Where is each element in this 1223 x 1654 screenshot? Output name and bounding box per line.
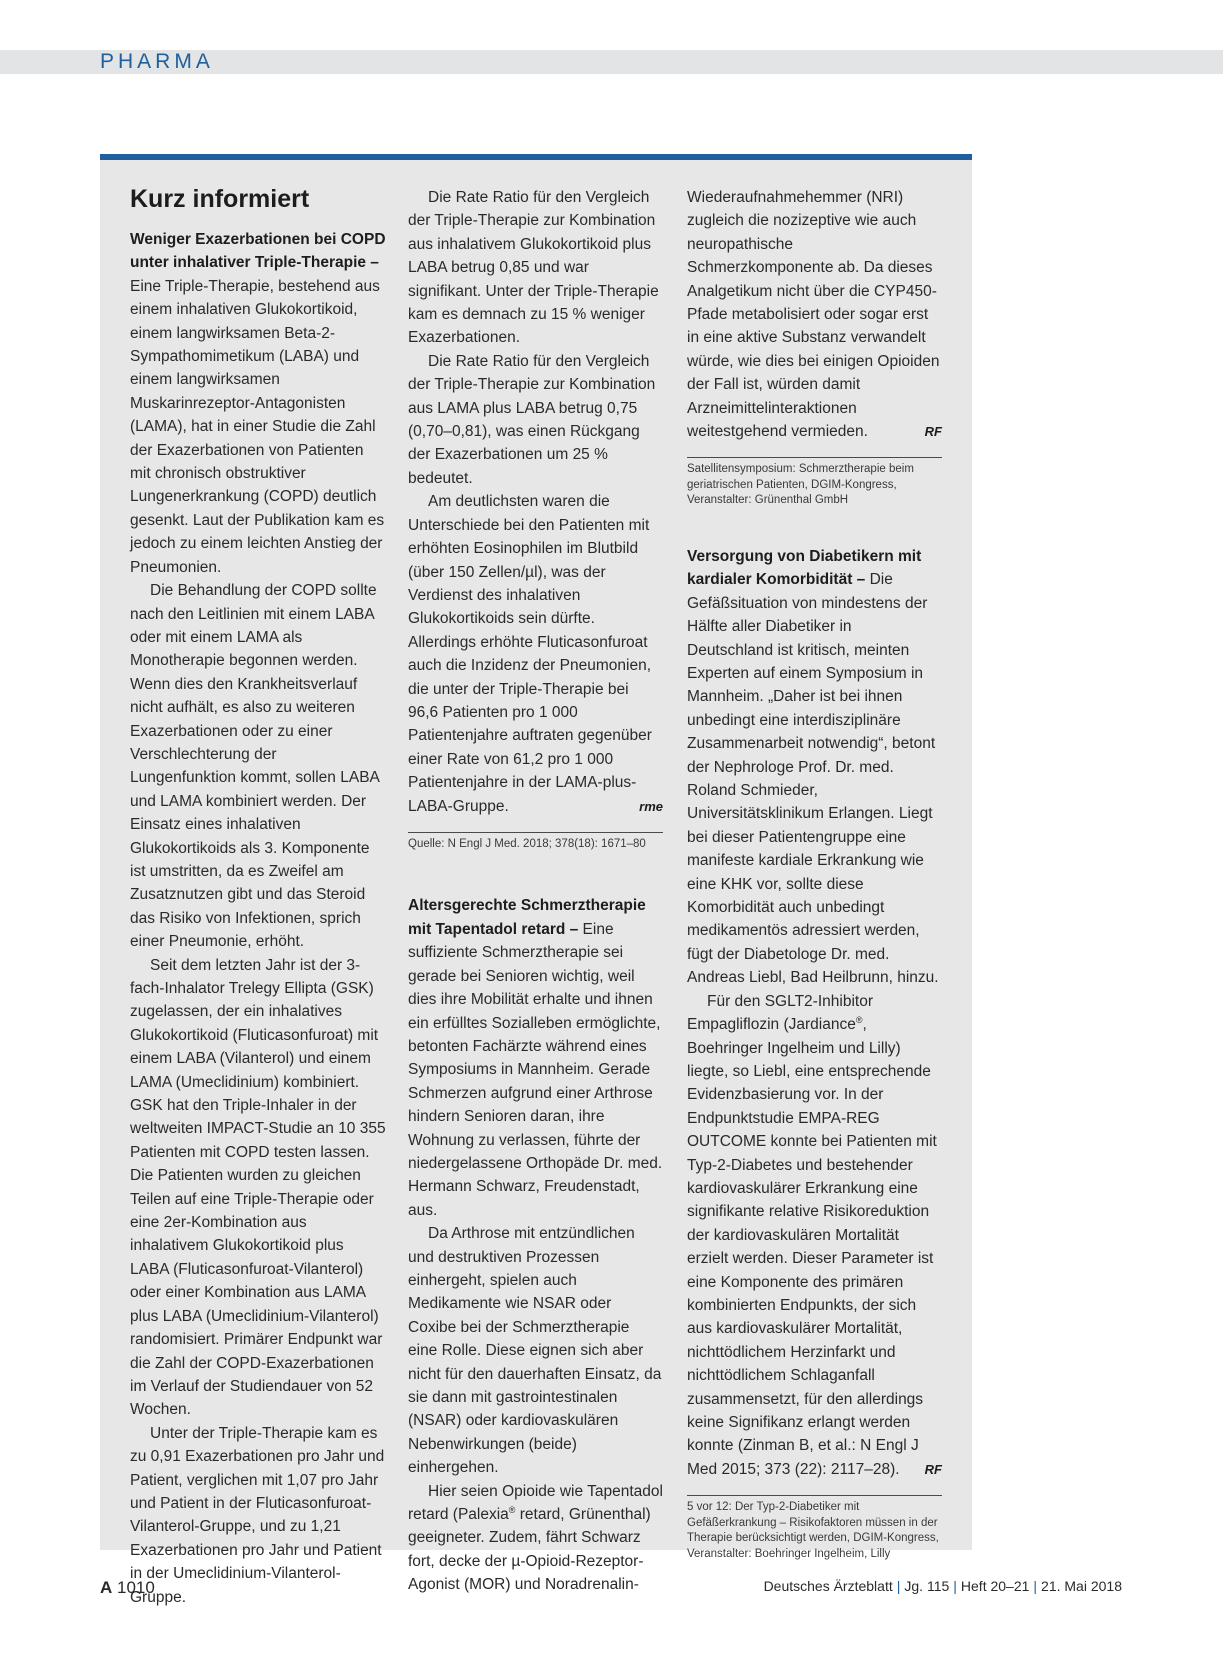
paragraph-text: Hier seien Opioide wie Tapentadol retard (Palexia — [408, 1482, 663, 1524]
paragraph: Eine suffiziente Schmerztherapie sei gerade bei Senioren wichtig, weil dies ihre Mobilität erhalte und ihnen ein erfülltes Sozialleben ermöglichte, betonten Fachärzte während eines Symposiums in Mannheim. Gerade Schmerzen aufgrund einer Arthrose hindern Senioren daran, ihre Wohnung zu verlassen, führte der niedergelassene Orthopäde Dr. med. Hermann Schwarz, Freudenstadt, aus. — [408, 920, 663, 1219]
spacer — [408, 852, 663, 894]
paragraph-text: Wiederaufnahmehemmer (NRI) zugleich die nozizeptive wie auch neuropathische Schmerzkomponente ab. Da dieses Analgetikum nicht über die CYP450-Pfade metabolisiert oder sogar erst in eine aktive Substanz verwandelt würde, wie dies bei einigen Opioiden der Fall ist, würden damit Arzneimittelinteraktionen weitestgehend vermieden. — [687, 189, 940, 441]
paragraph: Die Rate Ratio für den Vergleich der Triple-Therapie zur Kombination aus LAMA plus LABA betrug 0,75 (0,70–0,81), was einen Rückgang der Exazerbationen um 25 % bedeutet. — [408, 352, 656, 487]
source-note: 5 vor 12: Der Typ-2-Diabetiker mit Gefäßerkrankung – Risikofaktoren müssen in der Therapie berücksichtigt werden, DGIM-Kongress, Veranstalter: Boehringer Ingelheim, Lilly — [687, 1495, 942, 1562]
source-note: Quelle: N Engl J Med. 2018; 378(18): 1671–80 — [408, 832, 663, 853]
journal-name: Deutsches Ärzteblatt — [763, 1578, 893, 1594]
article-pain-intro — [408, 894, 663, 1222]
paragraph — [408, 490, 663, 818]
paragraph-text: Am deutlichsten waren die Unterschiede bei den Patienten mit erhöhten Eosinophilen im Blutbild (über 150 Zellen/µl), was der Verdienst des inhalativen Glukokortikoids sein dürfte. Allerdings erhöhte Fluticasonfuroat auch die Inzidenz der Pneumonien, die unter der Triple-Therapie bei 96,6 Patienten pro 1 000 Patientenjahre auftraten gegenüber einer Rate von 61,2 pro 1 000 Patientenjahre in der LAMA-plus-LABA-Gruppe. — [408, 493, 652, 815]
journal-date: 21. Mai 2018 — [1041, 1578, 1122, 1594]
paragraph-text: , Boehringer Ingelheim und Lilly) liegte, so Liebl, eine entsprechende Evidenzbasierung vor. In der Endpunktstudie EMPA-REG OUTCOME konnte bei Patienten mit Typ-2-Diabetes und bestehender kardiovaskulärer Erkrankung eine signifikante relative Risikoreduktion der kardiovaskulären Mortalität erzielt werden. Dieser Parameter ist eine Komponente des primären kombinierten Endpunkts, der sich aus kardiovaskulärer Mortalität, nichttödlichem Herzinfarkt und nichttödlichem Schlaganfall zusammensetzt, für den allerdings keine Signifikanz erlangt werden konnte (Zinman B, et al.: N Engl J Med 2015; 373 (22): 2117–28). — [687, 1016, 937, 1478]
paragraph-text: retard, Grünenthal) geeigneter. Zudem, fährt Schwarz fort, decke der µ-Opioid-Rezeptor-Agonist (MOR) und Noradrenalin- — [408, 1506, 651, 1594]
section-label: PHARMA — [100, 50, 214, 73]
source-note: Satellitensymposium: Schmerztherapie beim geriatrischen Patienten, DGIM-Kongress, Veranstalter: Grünenthal GmbH — [687, 457, 942, 509]
separator: | — [953, 1578, 957, 1594]
journal-issue: Heft 20–21 — [960, 1578, 1030, 1594]
column-3 — [687, 186, 942, 1562]
paragraph — [408, 1480, 663, 1597]
paragraph: Die Rate Ratio für den Vergleich der Triple-Therapie zur Kombination aus inhalativem Glukokortikoid plus LABA betrug 0,85 und war signifikant. Unter der Triple-Therapie kam es demnach zu 15 % weniger Exazerbationen. — [408, 189, 659, 347]
spacer — [687, 509, 942, 545]
author-signature: RF — [924, 424, 942, 440]
author-signature: RF — [924, 1461, 942, 1477]
journal-volume: Jg. 115 — [904, 1578, 950, 1594]
paragraph: Seit dem letzten Jahr ist der 3-fach-Inhalator Trelegy Ellipta (GSK) zugelassen, der ein inhalatives Glukokortikoid (Fluticasonfuroat) mit einem LABA (Vilanterol) und einem LAMA (Umeclidinium) kombiniert. GSK hat den Triple-Inhaler in der weltweiten IMPACT-Studie an 10 355 Patienten mit COPD testen lassen. Die Patienten wurden zu gleichen Teilen auf eine Triple-Therapie oder eine 2er-Kombination aus inhalativem Glukokortikoid plus LABA (Fluticasonfuroat-Vilanterol) oder einer Kombination aus LAMA plus LABA (Umeclidinium-Vilanterol) randomisiert. Primärer Endpunkt war die Zahl der COPD-Exazerbationen im Verlauf der Studiendauer von 52 Wochen. — [130, 956, 386, 1419]
article-copd-heading: Weniger Exazerbationen bei COPD unter inhalativer Triple-Therapie – — [130, 231, 386, 272]
paragraph: Die Behandlung der COPD sollte nach den Leitlinien mit einem LABA oder mit einem LAMA als Monotherapie begonnen werden. Wenn dies den Krankheitsverlauf nicht aufhält, es also zu weiteren Exazerbationen oder zu einer Verschlechterung der Lungenfunktion kommt, sollen LABA und LAMA kombiniert werden. Der Einsatz eines inhalativen Glukokortikoids als 3. Komponente ist umstritten, da es Zweifel am Zusatznutzen gibt und das Steroid das Risiko von Infektionen, sprich einer Pneumonie, erhöht. — [130, 582, 380, 951]
page-number — [100, 1578, 155, 1598]
author-signature: rme — [639, 798, 663, 814]
paragraph — [687, 990, 942, 1482]
column-1 — [130, 186, 386, 1609]
separator: | — [896, 1578, 901, 1594]
paragraph: Da Arthrose mit entzündlichen und destruktiven Prozessen einhergeht, spielen auch Medikamente wie NSAR oder Coxibe bei der Schmerztherapie eine Rolle. Diese eignen sich aber nicht für den dauerhaften Einsatz, da sie dann mit gastrointestinalen (NSAR) oder kardiovaskulären Nebenwirkungen (beide) einhergehen. — [408, 1225, 662, 1477]
separator: | — [1033, 1578, 1038, 1594]
journal-info — [764, 1578, 1122, 1594]
article-diabetes-intro — [687, 545, 942, 990]
panel-title: Kurz informiert — [130, 185, 310, 213]
column-2 — [408, 186, 663, 1597]
page-prefix: A — [100, 1578, 113, 1597]
registered-mark: ® — [508, 1504, 516, 1515]
page-number-value: 1010 — [117, 1578, 155, 1597]
article-pain-heading: Altersgerechte Schmerztherapie mit Tapentadol retard – — [408, 897, 646, 938]
registered-mark: ® — [855, 1014, 863, 1025]
paragraph-text: Für den SGLT2-Inhibitor Empagliflozin (Jardiance — [687, 992, 873, 1034]
paragraph: Die Gefäßsituation von mindestens der Hälfte aller Diabetiker in Deutschland ist kritisch, meinten Experten auf einem Symposium in Mannheim. „Daher ist bei ihnen unbedingt eine interdisziplinäre Zusammenarbeit notwendig“, betont der Nephrologe Prof. Dr. med. Roland Schmieder, Universitätsklinikum Erlangen. Liegt bei dieser Patientengruppe eine manifeste kardiale Erkrankung wie eine KHK vor, sollte diese Komorbidität auch unbedingt medikamentös adressiert werden, fügt der Diabetologe Dr. med. Andreas Liebl, Bad Heilbrunn, hinzu. — [687, 571, 939, 987]
paragraph: Eine Triple-Therapie, bestehend aus einem inhalativen Glukokortikoid, einem langwirksamen Beta-2-Sympathomimetikum (LABA) und einem langwirksamen Muskarinrezeptor-Antagonisten (LAMA), hat in einer Studie die Zahl der Exazerbationen von Patienten mit chronisch obstruktiver Lungenerkrankung (COPD) deutlich gesenkt. Laut der Publikation kam es jedoch zu einem leichten Anstieg der Pneumonien. — [130, 277, 385, 576]
paragraph — [687, 186, 942, 443]
paragraph: Unter der Triple-Therapie kam es zu 0,91 Exazerbationen pro Jahr und Patient, verglichen mit 1,07 pro Jahr und Patient in der Fluticasonfuroat-Vilanterol-Gruppe, und zu 1,21 Exazerbationen pro Jahr und Patient in der Umeclidinium-Vilanterol-Gruppe. — [130, 1424, 385, 1606]
article-diabetes-heading: Versorgung von Diabetikern mit kardialer Komorbidität – — [687, 547, 922, 589]
article-copd-intro — [130, 228, 386, 579]
